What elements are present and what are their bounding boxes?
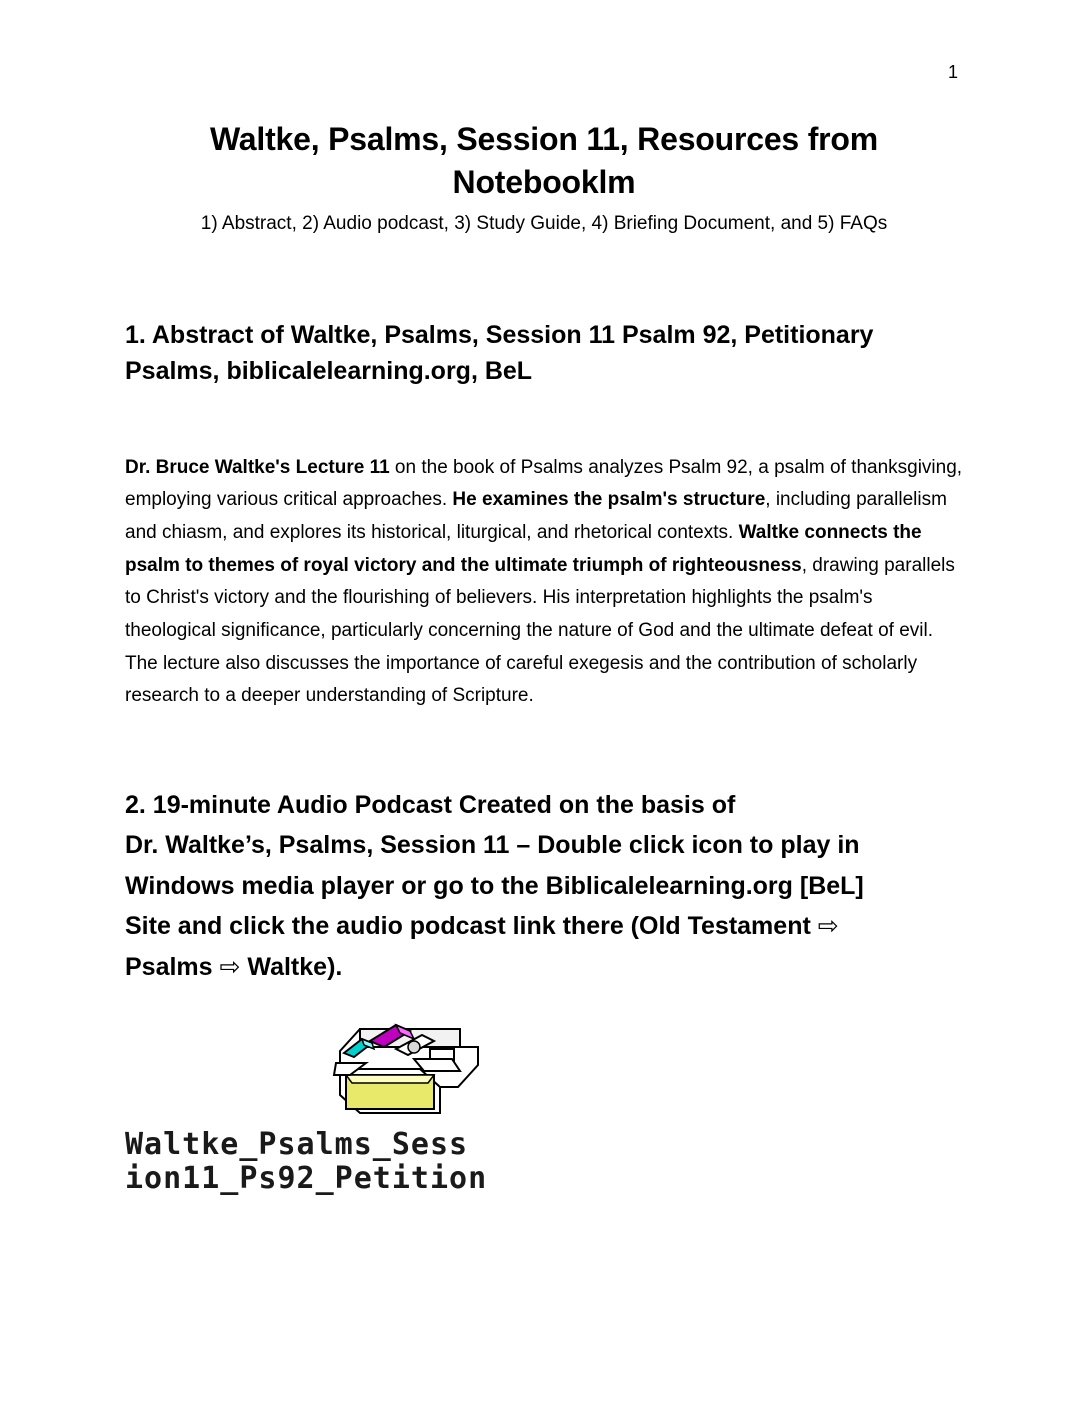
page-title-line-2: Notebooklm xyxy=(452,164,636,201)
abstract-text-1: on the book of Psalms analyzes Psalm 92, a psalm of thanksgiving, employing various critical approaches. xyxy=(125,456,963,511)
page-title-line-1: Waltke, Psalms, Session 11, Resources from xyxy=(209,121,879,157)
abstract-themes-label: Waltke connects the psalm to themes of royal victory and the ultimate triumph of righteousness xyxy=(125,521,922,576)
page-title xyxy=(125,118,963,204)
section-2-heading-line-4-text: Site and click the audio podcast link there (Old Testament xyxy=(125,912,818,941)
section-2-heading-line-5-text-b: Waltke). xyxy=(240,952,343,981)
arrow-right-icon: ⇨ xyxy=(817,911,839,941)
section-2-heading-line-5-text-a: Psalms xyxy=(125,952,220,981)
section-2-heading-line-2-text: Dr. Waltke’s, Psalms, Session 11 – Double click icon to play in xyxy=(125,831,860,860)
embedded-object-caption xyxy=(125,1128,685,1195)
embedded-object-caption-line-2: ion11_Ps92_Petition xyxy=(125,1161,488,1197)
abstract-text-3: , drawing parallels to Christ's victory and the flourishing of believers. His interpretation highlights the psalm's theological significance, particularly concerning the nature of God and the ultimate defeat of evil. The lecture also discusses the importance of careful exegesis and the contribution of scholarly research to a deeper understanding of Scripture. xyxy=(125,554,955,707)
section-1-heading xyxy=(125,317,963,390)
section-2-heading-line-5 xyxy=(125,947,963,988)
abstract-text-2: , including parallelism and chiasm, and explores its historical, liturgical, and rhetorical contexts. xyxy=(125,489,947,543)
media-package-icon[interactable] xyxy=(310,1013,510,1118)
section-2-heading-line-2 xyxy=(125,825,963,866)
section-2-heading-line-4 xyxy=(125,906,963,947)
abstract-structure-label: He examines the psalm's structure xyxy=(452,489,766,511)
page-subtitle: 1) Abstract, 2) Audio podcast, 3) Study Guide, 4) Briefing Document, and 5) FAQs xyxy=(200,213,888,235)
arrow-right-icon-2: ⇨ xyxy=(219,951,241,981)
embedded-object-caption-line-1: Waltke_Psalms_Sess xyxy=(125,1127,469,1163)
section-1-heading-line-1: 1. Abstract of Waltke, Psalms, Session 11 Psalm 92, Petitionary xyxy=(125,321,874,350)
section-2-heading-line-1: 2. 19-minute Audio Podcast Created on the basis of xyxy=(125,790,736,819)
section-2-heading xyxy=(125,785,963,988)
section-1-paragraph xyxy=(125,452,963,713)
section-2-heading-line-3: Windows media player or go to the Biblicalelearning.org [BeL] xyxy=(125,871,864,900)
page-number: 1 xyxy=(947,62,958,82)
section-1-heading-line-2: Psalms, biblicalelearning.org, BeL xyxy=(125,357,533,386)
abstract-lecture-label: Dr. Bruce Waltke's Lecture 11 xyxy=(125,456,390,478)
embedded-audio-object[interactable] xyxy=(125,1013,963,1195)
